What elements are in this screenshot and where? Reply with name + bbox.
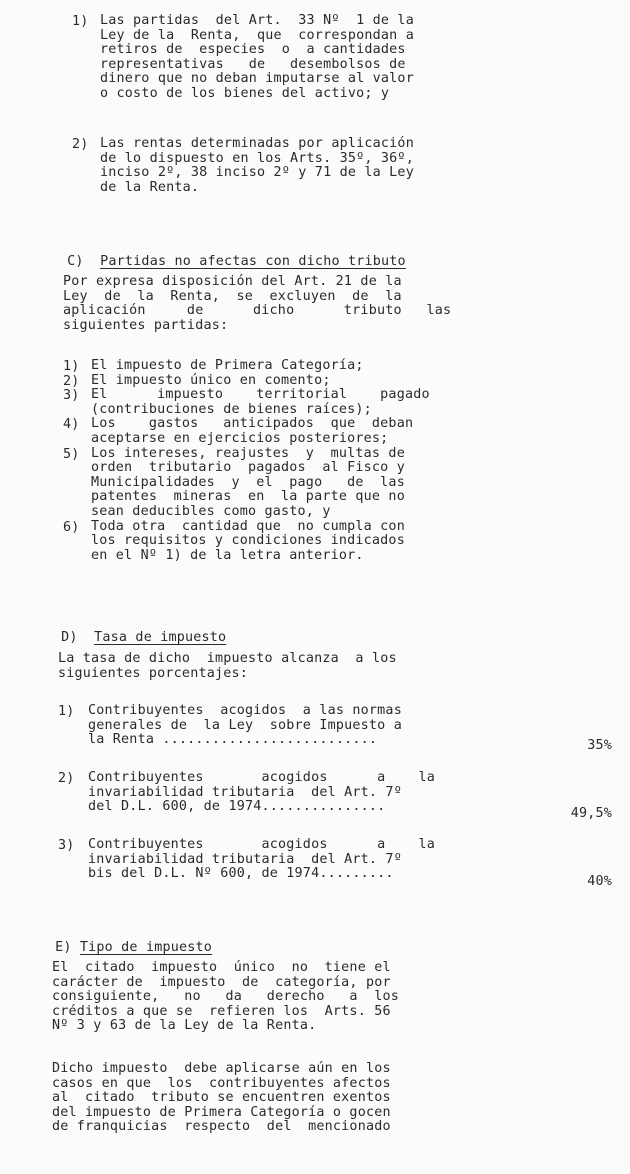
list-item: [63, 447, 513, 520]
rate-item: [58, 704, 498, 748]
item-number: 5): [63, 446, 80, 462]
text-line: siguientes partidas:: [63, 317, 229, 333]
item-number: 1): [58, 704, 75, 719]
paragraph: [52, 961, 502, 1034]
item-number: 2): [58, 771, 75, 786]
section-d-intro: [58, 652, 508, 681]
text-line: Por expresa disposición del Art. 21 de la: [63, 274, 402, 289]
text-line: carácter de impuesto de categoría, por: [52, 974, 391, 990]
text-line: Las rentas determinadas por aplicación: [100, 136, 414, 151]
text-line: Ley de la Renta, que correspondan a: [100, 27, 414, 43]
item-number: 3): [58, 838, 75, 853]
text-line: (contribuciones de bienes raíces);: [91, 401, 372, 417]
section-title: Tipo de impuesto: [79, 940, 213, 955]
text-line: Nº 3 y 63 de la Ley de la Renta.: [52, 1018, 317, 1034]
text-line: aceptarse en ejercicios posteriores;: [91, 430, 389, 446]
rate-value: 35%: [587, 738, 612, 753]
text-line: generales de la Ley sobre Impuesto a: [88, 717, 402, 733]
text-line: casos en que los contribuyentes afectos: [52, 1075, 391, 1091]
text-line: dinero que no deban imputarse al valor: [100, 71, 414, 87]
item-number: 3): [63, 388, 80, 404]
section-c-list: [63, 359, 513, 563]
text-line: créditos a que se refieren los Arts. 56: [52, 1003, 391, 1019]
text-line: siguientes porcentajes:: [58, 665, 249, 681]
text-line: Las partidas del Art. 33 Nº 1 de la: [100, 13, 414, 28]
text-line: Contribuyentes acogidos a las normas: [88, 703, 402, 718]
section-b-item: [72, 137, 512, 195]
text-line: Los gastos anticipados que deban: [91, 416, 414, 432]
item-number: 2): [63, 373, 80, 389]
rate-value: 49,5%: [570, 806, 612, 821]
text-line: Toda otra cantidad que no cumpla con: [91, 518, 405, 534]
text-line: del impuesto de Primera Categoría o gocen: [52, 1104, 391, 1120]
text-line: Ley de la Renta, se excluyen de la: [63, 288, 402, 304]
section-letter: D): [61, 630, 78, 645]
text-line: representativas de desembolsos de: [100, 56, 406, 72]
rate-value: 40%: [587, 874, 612, 889]
text-line: invariabilidad tributaria del Art. 7º: [88, 851, 402, 867]
text-line: inciso 2º, 38 inciso 2º y 71 de la Ley: [100, 165, 414, 181]
list-item: [63, 520, 513, 564]
text-line: orden tributario pagados al Fisco y: [91, 460, 405, 476]
list-item: [63, 374, 513, 389]
text-line: de la Renta.: [100, 179, 200, 195]
text-line: en el Nº 1) de la letra anterior.: [91, 547, 364, 563]
text-line: Los intereses, reajustes y multas de: [91, 445, 405, 461]
section-title: Tasa de impuesto: [94, 630, 227, 645]
section-b-item: [72, 14, 512, 102]
section-letter: E): [55, 940, 72, 955]
text-line: la Renta ..........................: [88, 732, 378, 748]
text-line: El citado impuesto único no tiene el: [52, 960, 391, 975]
text-line: consiguiente, no da derecho a los: [52, 989, 399, 1005]
text-line: invariabilidad tributaria del Art. 7º: [88, 784, 402, 800]
text-line: los requisitos y condiciones indicados: [91, 533, 405, 549]
text-line: El impuesto de Primera Categoría;: [91, 358, 364, 373]
list-item: [63, 388, 513, 417]
text-line: El impuesto territorial pagado: [91, 387, 430, 403]
rate-item: [58, 838, 498, 882]
text-line: del D.L. 600, de 1974...............: [88, 799, 386, 815]
text-line: al citado tributo se encuentren exentos: [52, 1090, 391, 1106]
item-number: 1): [63, 359, 80, 374]
item-number: 1): [72, 14, 89, 29]
list-item: [63, 417, 513, 446]
text-line: sean deducibles como gasto, y: [91, 503, 331, 519]
section-letter: C): [67, 254, 84, 269]
text-line: o costo de los bienes del activo; y: [100, 85, 390, 101]
text-line: de lo dispuesto en los Arts. 35º, 36º,: [100, 150, 414, 166]
text-line: El impuesto único en comento;: [91, 372, 331, 388]
text-line: aplicación de dicho tributo las: [63, 303, 452, 319]
list-item: [63, 359, 513, 374]
item-number: 4): [63, 417, 80, 433]
item-number: 2): [72, 137, 89, 152]
rate-item: [58, 771, 498, 815]
text-line: bis del D.L. Nº 600, de 1974.........: [88, 866, 394, 882]
paragraph: [52, 1062, 502, 1135]
text-line: de franquicias respecto del mencionado: [52, 1119, 391, 1135]
section-c-intro: [63, 275, 503, 333]
text-line: Dicho impuesto debe aplicarse aún en los: [52, 1061, 391, 1076]
text-line: Municipalidades y el pago de las: [91, 474, 405, 490]
item-number: 6): [63, 519, 80, 535]
text-line: patentes mineras en la parte que no: [91, 489, 405, 505]
text-line: retiros de especies o a cantidades: [100, 42, 406, 58]
section-title: Partidas no afectas con dicho tributo: [100, 254, 406, 269]
text-line: Contribuyentes acogidos a la: [88, 837, 435, 852]
text-line: Contribuyentes acogidos a la: [88, 770, 435, 785]
text-line: La tasa de dicho impuesto alcanza a los: [58, 651, 397, 666]
